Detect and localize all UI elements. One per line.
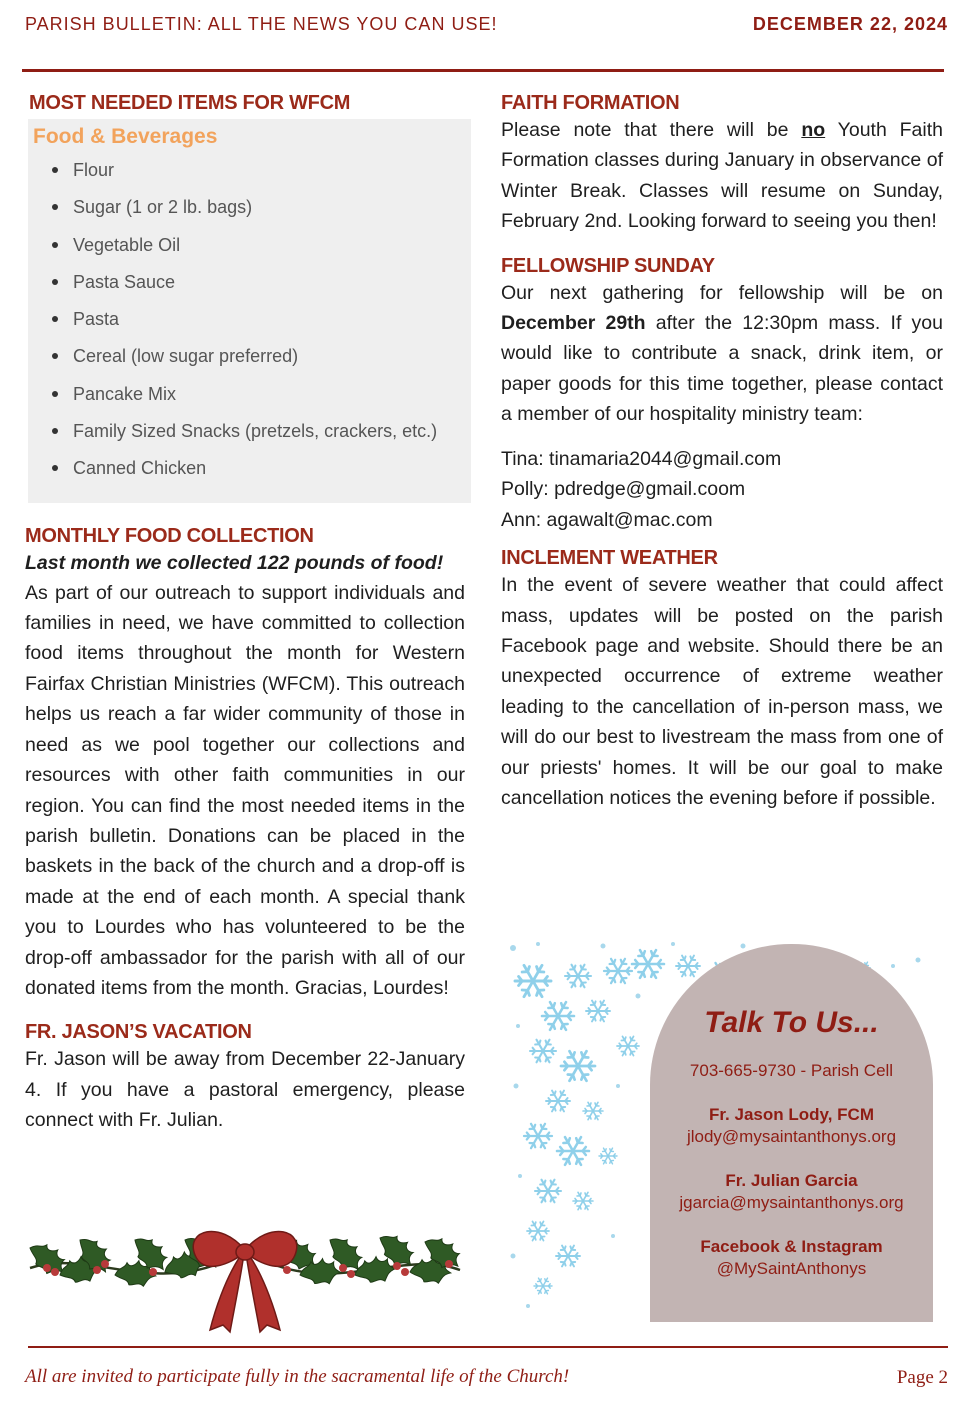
fr-jason-email[interactable]: jlody@mysaintanthonys.org bbox=[686, 1127, 897, 1146]
fr-julian-name: Fr. Julian Garcia bbox=[725, 1171, 858, 1190]
list-item: Family Sized Snacks (pretzels, crackers, etc.) bbox=[33, 418, 471, 455]
list-item: Sugar (1 or 2 lb. bags) bbox=[33, 194, 471, 231]
monthly-collection-title: MONTHLY FOOD COLLECTION bbox=[25, 524, 314, 547]
fr-julian-email[interactable]: jgarcia@mysaintanthonys.org bbox=[679, 1193, 904, 1212]
bulletin-date: DECEMBER 22, 2024 bbox=[752, 14, 948, 34]
contact-line: Polly: pdredge@gmail.coom bbox=[501, 478, 746, 501]
list-item: Cereal (low sugar preferred) bbox=[33, 343, 471, 380]
monthly-collection-body: As part of our outreach to support individuals and families in need, we have committed to collection food items throughout the month for Western Fairfax Christian Ministries (WFCM). This outreach helps us reach a far wider community of those in need as we pool together our collections and resources with other faith communities in our region. You can find the most needed items in the parish bulletin. Donations can be placed in the baskets in the back of the church and a drop-off is made at the end of each month. A special thank you to Lourdes who has volunteered to be the drop-off ambassador for the parish with all of our donated items from the month. Gracias, Lourdes! bbox=[25, 581, 465, 999]
wfcm-item-list bbox=[33, 157, 471, 493]
list-item: Vegetable Oil bbox=[33, 232, 471, 269]
monthly-collection-subhead: Last month we collected 122 pounds of food! bbox=[25, 551, 444, 574]
vacation-body: Fr. Jason will be away from December 22-January 4. If you have a pastoral emergency, please connect with Fr. Julian. bbox=[25, 1048, 465, 1132]
weather-title: INCLEMENT WEATHER bbox=[501, 547, 718, 570]
left-column bbox=[25, 88, 465, 1136]
wfcm-items-box bbox=[28, 119, 471, 503]
footer-divider bbox=[28, 1346, 948, 1348]
vacation-title: FR. JASON’S VACATION bbox=[25, 1021, 252, 1044]
talk-to-us-title: Talk To Us... bbox=[704, 1006, 879, 1039]
holly-garland-decoration bbox=[25, 1220, 465, 1335]
list-item: Pasta bbox=[33, 306, 471, 343]
faith-formation-body: Please note that there will be no Youth Faith Formation classes during January in observance of Winter Break. Classes will resume on Sunday, February 2nd. Looking forward to seeing you then! bbox=[501, 119, 943, 233]
hospitality-contacts bbox=[501, 444, 943, 536]
contact-line: Tina: tinamaria2044@gmail.com bbox=[501, 447, 782, 470]
faith-formation-title: FAITH FORMATION bbox=[501, 92, 680, 114]
wfcm-title: MOST NEEDED ITEMS FOR WFCM bbox=[29, 92, 351, 114]
page-number: Page 2 bbox=[896, 1367, 948, 1388]
social-label: Facebook & Instagram bbox=[700, 1237, 883, 1256]
list-item: Flour bbox=[33, 157, 471, 194]
list-item: Pancake Mix bbox=[33, 381, 471, 418]
fellowship-body: Our next gathering for fellowship will be on December 29th after the 12:30pm mass. If you would like to contribute a snack, drink item, or paper goods for this time together, please contact a member of our hospitality ministry team: bbox=[501, 281, 943, 426]
contact-line: Ann: agawalt@mac.com bbox=[501, 508, 713, 531]
bulletin-title: PARISH BULLETIN: ALL THE NEWS YOU CAN USE! bbox=[25, 14, 498, 34]
list-item: Pasta Sauce bbox=[33, 269, 471, 306]
footer-tagline: All are invited to participate fully in the sacramental life of the Church! bbox=[25, 1366, 570, 1387]
list-item: Canned Chicken bbox=[33, 455, 471, 492]
talk-to-us-card bbox=[650, 944, 933, 1322]
weather-body: In the event of severe weather that could affect mass, updates will be posted on the parish Facebook page and website. Should there be an unexpected occurrence of extreme weather leading to the cancellation of in-person mass, we will do our best to livestream the mass from one of our priests' homes. It will be our goal to make cancellation notices the evening before if possible. bbox=[501, 574, 943, 809]
fellowship-title: FELLOWSHIP SUNDAY bbox=[501, 254, 715, 277]
parish-cell-phone[interactable]: 703-665-9730 - Parish Cell bbox=[689, 1061, 894, 1080]
right-column bbox=[501, 88, 943, 813]
social-handle[interactable]: @MySaintAnthonys bbox=[716, 1259, 867, 1278]
header-divider bbox=[22, 69, 944, 72]
wfcm-subtitle: Food & Beverages bbox=[33, 125, 218, 148]
fr-jason-name: Fr. Jason Lody, FCM bbox=[709, 1105, 874, 1124]
